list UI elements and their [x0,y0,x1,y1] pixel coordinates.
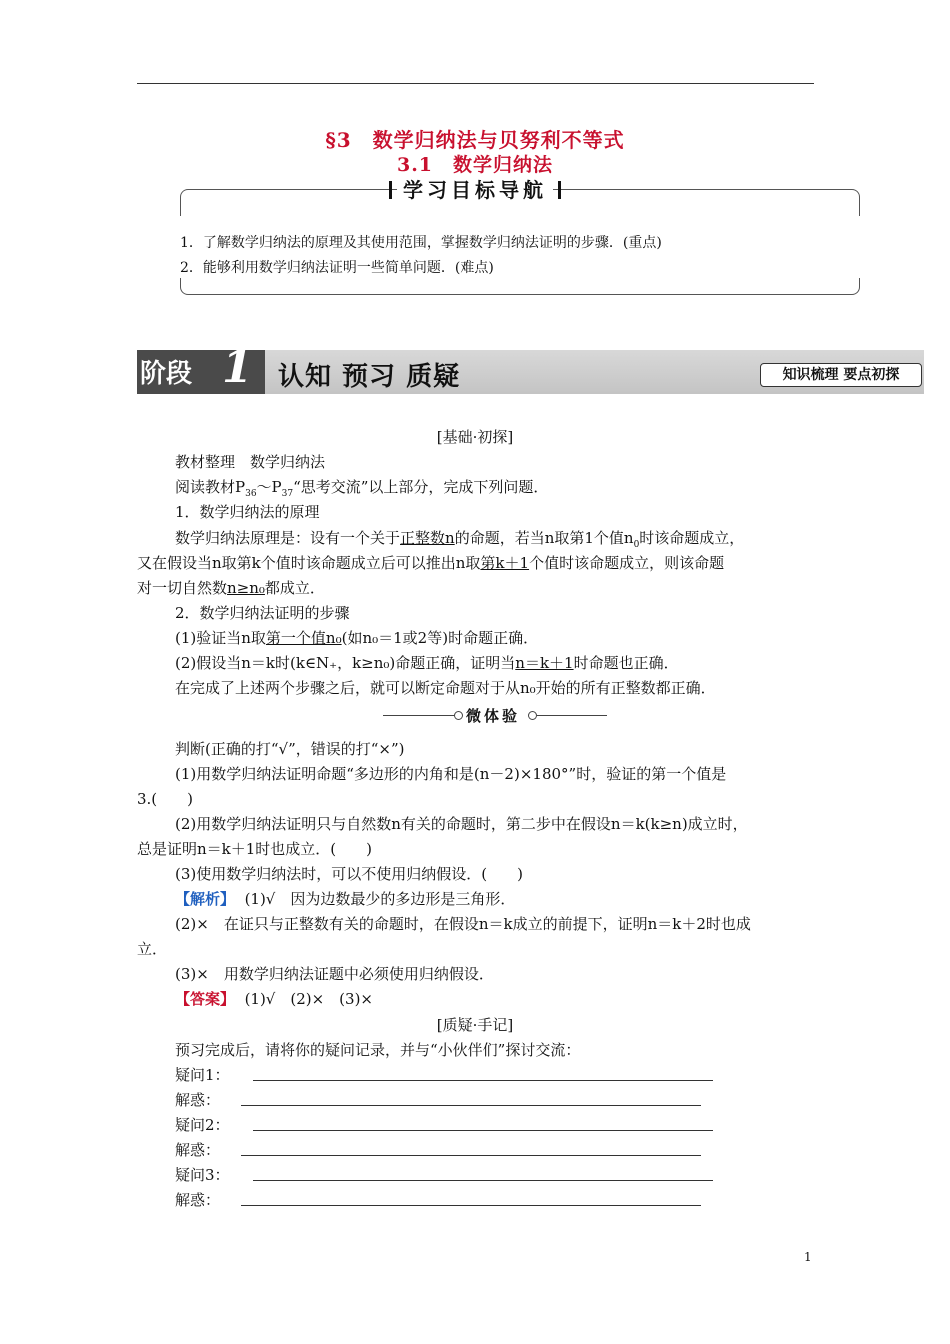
principle-line-2: 又在假设当n取第k个值时该命题成立后可以推出n取第k＋1个值时该命题成立，则该命题 [137,554,725,572]
notes-label: [质疑·手记] [436,1016,514,1034]
basic-label: [基础·初探] [436,428,514,446]
analysis-2a: (2)× 在证只与正整数有关的命题时，在假设n＝k成立的前提下，证明n＝k＋2时也成 [175,915,751,933]
analysis-3: (3)× 用数学归纳法证题中必须使用归纳假设． [175,965,494,983]
page-number: 1 [804,1250,812,1264]
question-1a: (1)用数学归纳法证明命题“多边形的内角和是(n－2)×180°”时，验证的第一个值是 [175,765,727,783]
micro-separator-left [383,715,455,716]
textbook-heading: 教材整理 数学归纳法 [175,453,326,471]
stage-title: 认知 预习 质疑 [278,362,461,392]
stage-label: 阶段 [140,359,193,389]
question-2a: (2)用数学归纳法证明只与自然数n有关的命题时，第二步中在假设n＝k(k≥n)成立时， [175,815,748,833]
answer-line-1[interactable] [241,1105,701,1106]
question-label-2: 疑问2： [175,1116,230,1134]
question-3: (3)使用数学归纳法时，可以不使用归纳假设．( ) [175,865,523,883]
answer-label: 【答案】 [175,990,236,1008]
question-label-1: 疑问1： [175,1066,230,1084]
top-rule [137,83,814,84]
principle-line-3: 对一切自然数n≥n₀都成立． [137,579,325,597]
stage-tag: 知识梳理 要点初探 [760,363,922,387]
analysis-1: 【解析】 (1)√ 因为边数最少的多边形是三角形． [175,890,516,908]
question-1b: 3.( ) [137,790,194,808]
answer-line-3[interactable] [241,1205,701,1206]
judge-instruction: 判断(正确的打“√”，错误的打“×”) [175,740,405,758]
answer-label-1: 解惑： [175,1091,221,1109]
answer-line-2[interactable] [241,1155,701,1156]
goal-item-1: 1．了解数学归纳法的原理及其使用范围，掌握数学归纳法证明的步骤．(重点) [180,235,662,251]
micro-label: 微体验 [466,707,521,725]
question-line-1[interactable] [253,1080,713,1081]
answer-label-3: 解惑： [175,1191,221,1209]
answer-label-2: 解惑： [175,1141,221,1159]
principle-line-1: 数学归纳法原理是：设有一个关于正整数n的命题，若当n取第1个值$n_0$时该命题成立， [175,529,745,550]
notes-intro: 预习完成后，请将你的疑问记录，并与“小伙伴们”探讨交流： [175,1041,581,1059]
goal-header: 学习目标导航 [0,174,950,203]
principle-heading: 1．数学归纳法的原理 [175,503,320,521]
section-title: §3 数学归纳法与贝努利不等式 [325,128,625,152]
step-1: (1)验证当n取第一个值n₀(如n₀＝1或2等)时命题正确． [175,629,539,647]
goal-item-2: 2．能够利用数学归纳法证明一些简单问题．(难点) [180,260,494,276]
steps-heading: 2．数学归纳法证明的步骤 [175,604,350,622]
question-line-2[interactable] [253,1130,713,1131]
step-2: (2)假设当n＝k时(k∈N₊，k≥n₀)命题正确，证明当n＝k＋1时命题也正确． [175,654,679,672]
question-label-3: 疑问3： [175,1166,230,1184]
goal-box-bottom [180,278,860,295]
analysis-label: 【解析】 [175,890,236,908]
micro-separator-dot-left [454,711,463,720]
micro-separator-right [537,715,607,716]
stage-number: 1 [222,342,253,393]
conclusion: 在完成了上述两个步骤之后，就可以断定命题对于从n₀开始的所有正整数都正确． [175,679,716,697]
question-2b: 总是证明n＝k＋1时也成立．( ) [137,840,372,858]
subsection-title: 3.1 数学归纳法 [396,154,554,176]
reading-instruction: 阅读教材$P_{36}\sim P_{37}“$思考交流”以上部分，完成下列问题． [175,478,549,499]
analysis-2b: 立． [137,940,168,958]
answer-line: 【答案】 (1)√ (2)× (3)× [175,990,374,1008]
micro-separator-dot-right [528,711,537,720]
question-line-3[interactable] [253,1180,713,1181]
